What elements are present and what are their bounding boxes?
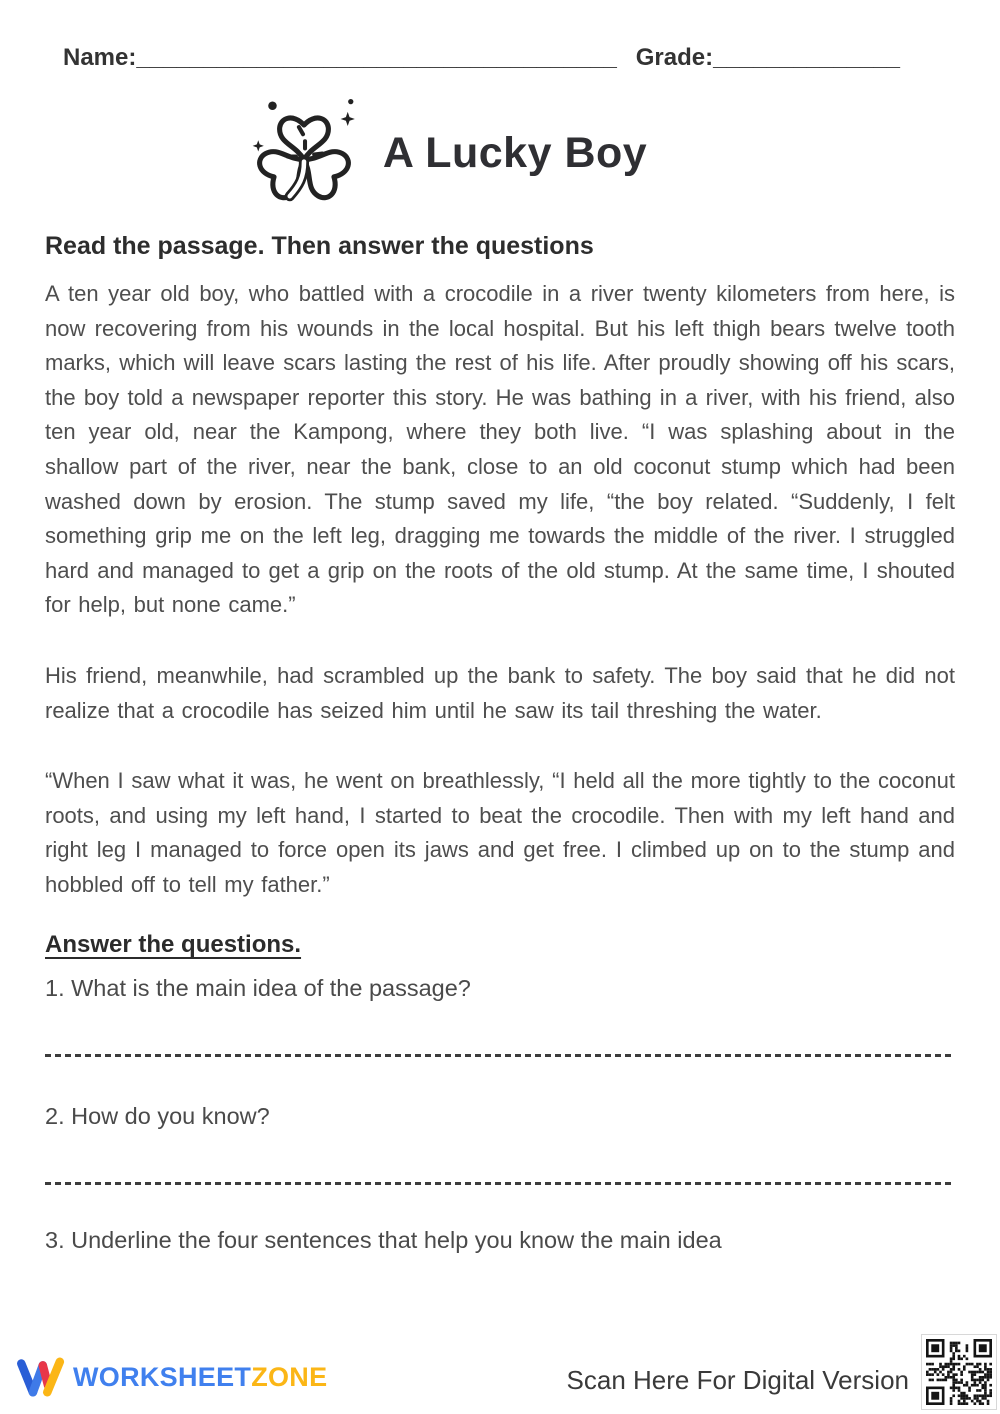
worksheetzone-logo (15, 1352, 327, 1402)
passage-paragraph: His friend, meanwhile, had scrambled up the bank to safety. The boy said that he did not realize that a crocodile has seized him until he saw its tail threshing the water. (45, 662, 955, 723)
question-2: 2. How do you know? (45, 1102, 270, 1129)
grade-blank-line[interactable]: ______________ (713, 44, 900, 71)
qr-code (921, 1334, 997, 1410)
answer-line-1[interactable] (45, 1054, 955, 1057)
passage-paragraph: A ten year old boy, who battled with a crocodile in a river twenty kilometers from here, is now recovering from his wounds in the local hospital. But his left thigh bears twelve tooth marks, which will leave scars lasting the rest of his life. After proudly showing off his scars, the boy told a newspaper reporter this story. He was bathing in a river, with his friend, also ten year old, near the Kampong, where they both live. “I was splashing about in the shallow part of the river, near the bank, close to an old coconut stump which had been washed down by erosion. The stump saved my life, “the boy related. “Suddenly, I felt something grip me on the left leg, dragging me towards the middle of the river. I struggled hard and managed to get a grip on the roots of the old stump. At the same time, I shouted for help, but none came.” (45, 281, 955, 618)
shamrock-icon (243, 94, 365, 212)
passage-paragraph: “When I saw what it was, he went on breathlessly, “I held all the more tightly to the coconut roots, and using my left hand, I started to beat the crocodile. Then with my left hand and right leg I managed to force open its jaws and get free. I climbed up on to the stump and hobbled off to tell my father.” (45, 768, 955, 897)
answer-line-2[interactable] (45, 1182, 955, 1185)
question-3: 3. Underline the four sentences that help you know the main idea (45, 1226, 722, 1253)
grade-label: Grade: (635, 44, 714, 71)
answer-section-heading: Answer the questions. (45, 930, 302, 958)
passage (45, 277, 955, 903)
worksheetzone-logo-icon (15, 1352, 67, 1402)
page-title: A Lucky Boy (382, 128, 648, 177)
name-label: Name: (63, 44, 137, 71)
brand-primary-text: WORKSHEET (73, 1361, 252, 1392)
header-row (0, 0, 1000, 72)
name-blank-line[interactable]: ____________________________________ (136, 44, 617, 71)
content (0, 232, 1000, 1254)
question-1: 1. What is the main idea of the passage? (45, 974, 471, 1001)
name-field (63, 44, 617, 72)
title-row (0, 94, 945, 212)
scan-row (567, 1334, 997, 1410)
scan-label: Scan Here For Digital Version (566, 1365, 909, 1395)
grade-field (636, 44, 900, 72)
brand-secondary-text: ZONE (251, 1361, 328, 1392)
footer (15, 1334, 997, 1410)
instruction-heading: Read the passage. Then answer the questions (45, 232, 594, 260)
